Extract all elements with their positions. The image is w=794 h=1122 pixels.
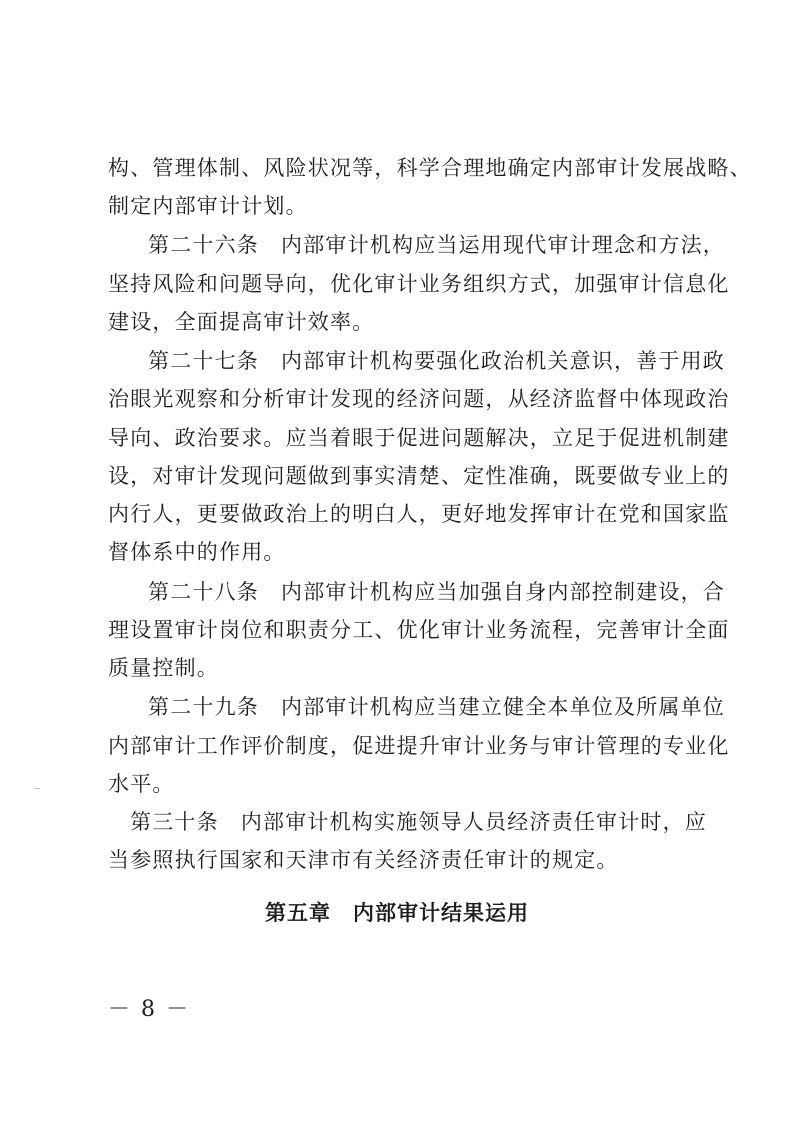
margin-mark [34,788,40,789]
article-label: 第二十六条 [148,233,259,257]
article-text: 内部审计机构要强化政治机关意识，善于用政 [281,349,725,373]
paragraph-line: 水平。 [108,772,175,796]
paragraph-line: 设，对审计发现问题做到事实清楚、定性准确，既要做专业上的 [108,464,730,488]
paragraph-line: 坚持风险和问题导向，优化审计业务组织方式，加强审计信息化 [108,272,730,296]
article-label: 第二十八条 [148,580,259,604]
paragraph-line: 理设置审计岗位和职责分工、优化审计业务流程，完善审计全面 [108,618,730,642]
paragraph-line: 当参照执行国家和天津市有关经济责任审计的规定。 [108,848,619,872]
paragraph-line: 建设，全面提高审计效率。 [108,310,375,334]
paragraph-line: 构、管理体制、风险状况等，科学合理地确定内部审计发展战略、 [108,156,752,180]
chapter-heading: 第五章 内部审计结果运用 [265,901,529,925]
article-first-line [148,694,725,720]
article-first-line [130,809,707,835]
article-label: 第三十条 [130,810,219,834]
paragraph-line: 质量控制。 [108,656,219,680]
paragraph-line: 制定内部审计计划。 [108,194,308,218]
article-text: 内部审计机构实施领导人员经济责任审计时，应 [240,810,708,834]
paragraph-line: 督体系中的作用。 [108,540,286,564]
article-label: 第二十九条 [148,695,259,719]
paragraph-line: 导向、政治要求。应当着眼于促进问题解决，立足于促进机制建 [108,426,730,450]
page-number: － 8 － [108,997,190,1022]
article-label: 第二十七条 [148,349,259,373]
paragraph-line: 内部审计工作评价制度，促进提升审计业务与审计管理的专业化 [108,734,730,758]
article-first-line [148,579,725,605]
paragraph-line: 治眼光观察和分析审计发现的经济问题，从经济监督中体现政治 [108,387,730,411]
article-text: 内部审计机构应当加强自身内部控制建设，合 [281,580,725,604]
article-first-line [148,232,725,258]
article-text: 内部审计机构应当建立健全本单位及所属单位 [281,695,725,719]
article-first-line [148,348,725,374]
paragraph-line: 内行人，更要做政治上的明白人，更好地发挥审计在党和国家监 [108,502,730,526]
article-text: 内部审计机构应当运用现代审计理念和方法， [281,233,725,257]
